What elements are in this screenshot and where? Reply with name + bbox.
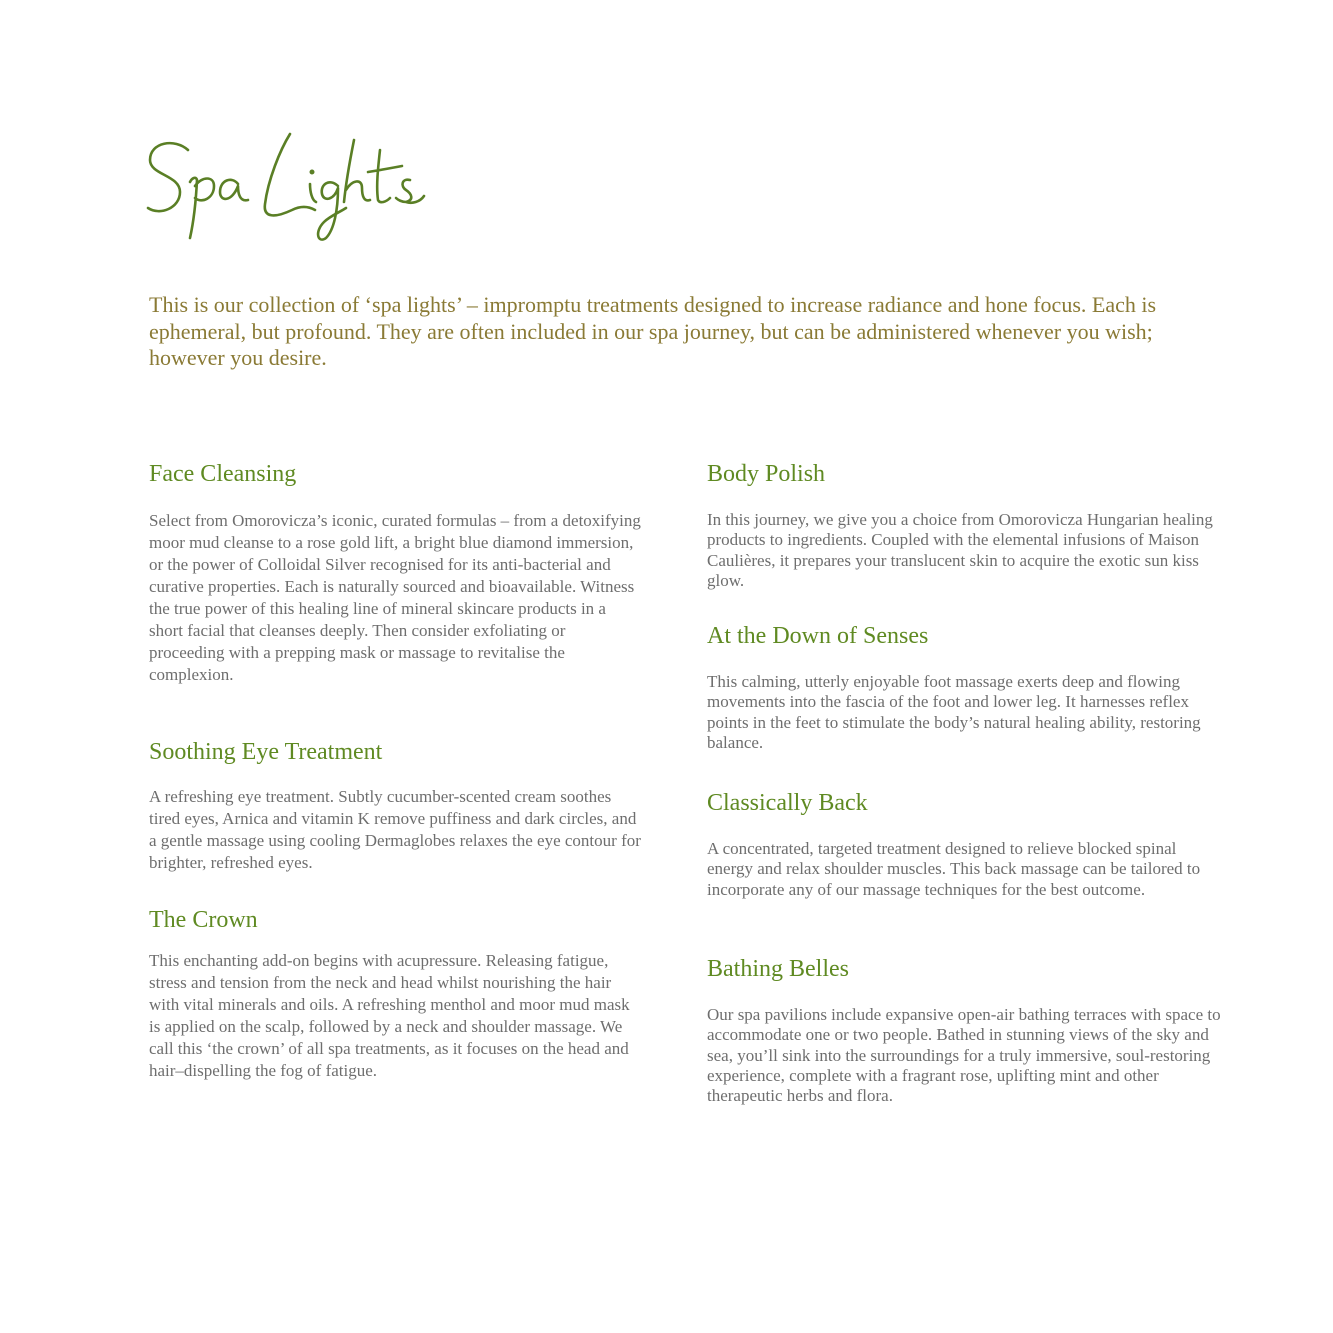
section-classically-back [707, 789, 1222, 900]
section-the-crown [149, 906, 644, 1082]
section-body: Select from Omorovicza’s iconic, curated formulas – from a detoxifying moor mud cleanse to a rose gold lift, a bright blue diamond immersion, or the power of Colloidal Silver recognised for its anti-bacterial and curative properties. Each is naturally sourced and bioavailable. Witness the true power of this healing line of mineral skincare products in a short facial that cleanses deeply. Then consider exfoliating or proceeding with a prepping mask or massage to revitalise the complexion. [149, 511, 641, 684]
section-heading: Classically Back [707, 790, 868, 816]
section-heading: Body Polish [707, 461, 826, 487]
section-body: A concentrated, targeted treatment designed to relieve blocked spinal energy and relax shoulder muscles. This back massage can be tailored to incorporate any of our massage techniques for the best outcome. [707, 839, 1201, 899]
section-body: A refreshing eye treatment. Subtly cucumber-scented cream soothes tired eyes, Arnica and vitamin K remove puffiness and dark circles, and a gentle massage using cooling Dermaglobes relaxes the eye contour for brighter, refreshed eyes. [149, 787, 641, 872]
section-heading: Soothing Eye Treatment [149, 739, 383, 765]
section-face-cleansing [149, 460, 644, 686]
section-body: This enchanting add-on begins with acupressure. Releasing fatigue, stress and tension from the neck and head whilst nourishing the hair with vital minerals and oils. A refreshing menthol and moor mud mask is applied on the scalp, followed by a neck and shoulder massage. We call this ‘the crown’ of all spa treatments, as it focuses on the head and hair–dispelling the fog of fatigue. [149, 951, 630, 1080]
section-heading: The Crown [149, 907, 258, 933]
section-at-the-down-of-senses [707, 622, 1222, 753]
section-heading: At the Down of Senses [707, 623, 929, 649]
section-body-polish [707, 460, 1222, 591]
section-body: In this journey, we give you a choice from Omorovicza Hungarian healing products to ingredients. Coupled with the elemental infusions of Maison Caulières, it prepares your translucent skin to acquire the exotic sun kiss glow. [707, 510, 1213, 590]
section-body: Our spa pavilions include expansive open-air bathing terraces with space to accommodate one or two people. Bathed in stunning views of the sky and sea, you’ll sink into the surroundings for a truly immersive, soul-restoring experience, complete with a fragrant rose, uplifting mint and other therapeutic herbs and flora. [707, 1005, 1221, 1106]
section-heading: Bathing Belles [707, 956, 849, 982]
section-body: This calming, utterly enjoyable foot massage exerts deep and flowing movements into the fascia of the foot and lower leg. It harnesses reflex points in the feet to stimulate the body’s natural healing ability, restoring balance. [707, 672, 1201, 752]
section-heading: Face Cleansing [149, 461, 297, 487]
page-title-text [140, 120, 440, 260]
intro-paragraph: This is our collection of ‘spa lights’ – impromptu treatments designed to increase radiance and hone focus. Each is ephemeral, but profound. They are often included in our spa journey, but can be administered whenever you wish; however you desire. [149, 292, 1157, 370]
page-title [140, 120, 440, 260]
section-soothing-eye-treatment [149, 738, 644, 874]
section-bathing-belles [707, 955, 1222, 1106]
